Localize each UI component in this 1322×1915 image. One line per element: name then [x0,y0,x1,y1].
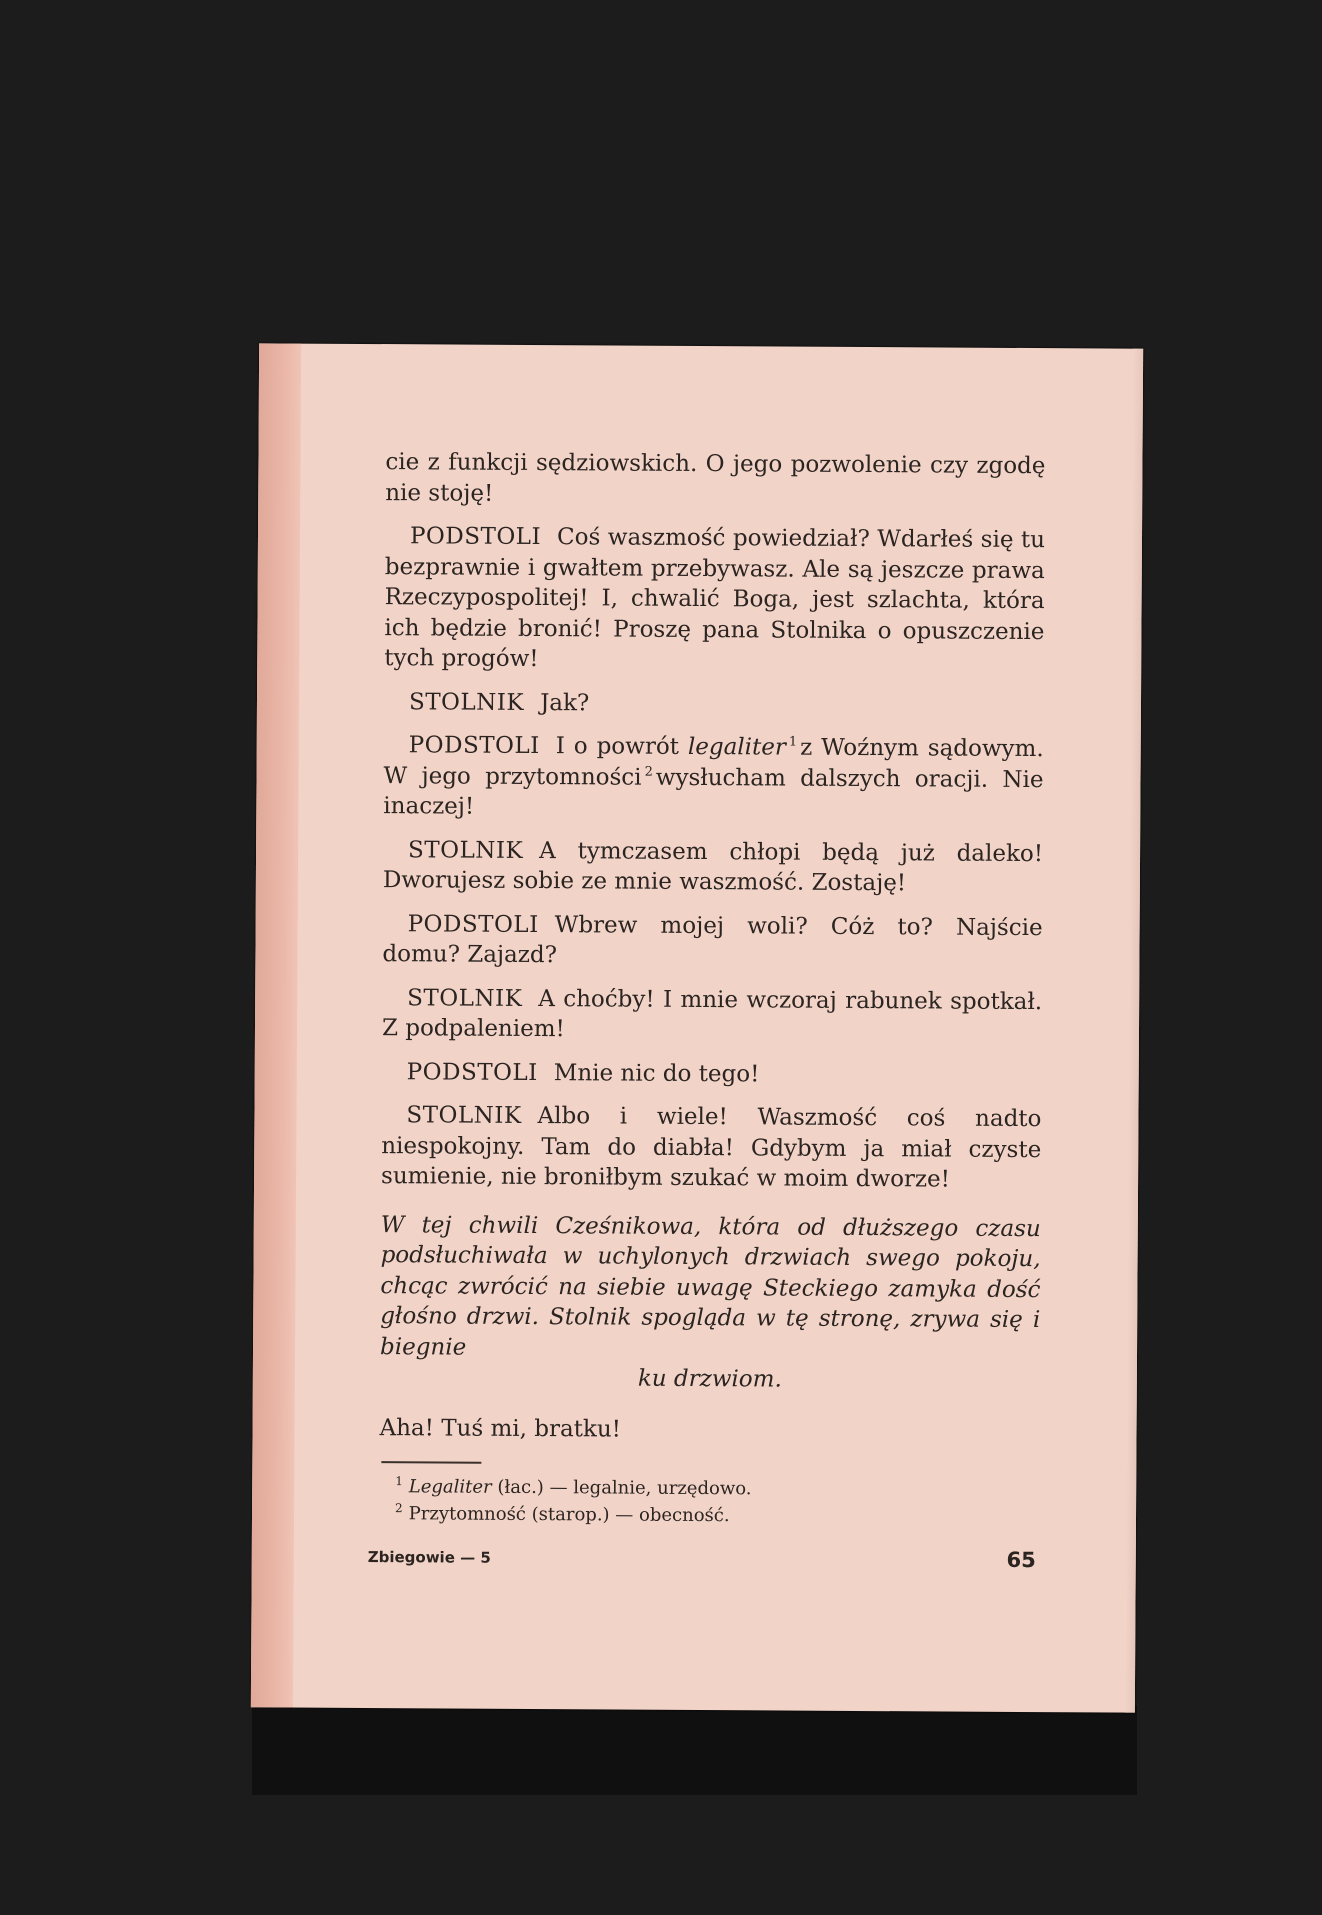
dialogue-text: I o powrót [555,733,680,760]
footnotes [395,1473,1039,1531]
dialogue-line [383,730,1044,826]
dialogue-line [384,687,1044,722]
dialogue-text: A tymczasem chłopi będą już daleko! Dworujesz sobie ze mnie waszmość. Zostaję! [382,837,1044,897]
dialogue-line [384,521,1045,678]
dialogue-text: wysłucham dalszych oracji. Nie inaczej! [383,764,1044,820]
page-shadow [252,1705,1137,1795]
dialogue-line [382,909,1042,974]
footnote-term: Legaliter [408,1476,492,1498]
dialogue-text: Coś waszmość powiedział? Wdarłeś się tu bezprawnie i gwałtem przebywasz. Ale są jeszcze prawa Rzeczypospolitej! I, chwalić Boga, jest szlachta, która ich będzie bronić! Proszę pana Stolnika o opuszczenie tych progów! [384,524,1046,673]
stage-direction-end: ku drzwiom. [637,1365,782,1393]
footnote-ref: 2 [644,764,653,780]
speaker-name: STOLNIK [408,688,525,716]
footnote-2 [395,1500,1039,1531]
footnote-mark: 1 [395,1474,403,1489]
page-body [379,447,1046,1531]
dialogue-line [381,1100,1042,1196]
stage-direction-text: W tej chwili Cześnikowa, która od dłuższego czasu podsłuchiwała w uchylonych drzwiach swego pokoju, chcąc zwrócić na siebie uwagę Steckiego zamyka dość głośno drzwi. Stolnik spogląda w tę stronę, zrywa się i biegnie [379,1211,1041,1361]
dialogue-text: Mnie nic do tego! [553,1059,760,1087]
book-page [251,343,1143,1712]
dialogue-text: Jak? [540,689,590,716]
footnote-text: (starop.) — obecność. [531,1503,730,1527]
paragraph-continuation [385,447,1045,512]
dialogue-line [382,983,1042,1048]
footnote-ref: 1 [788,734,798,750]
dialogue-text: Albo i wiele! Waszmość coś nadto niespokojny. Tam do diabła! Gdybym ja miał czyste sumienie, nie broniłbym szukać w moim dworze! [381,1103,1042,1193]
page-spine-edge [251,343,301,1707]
page-right-edge [1125,349,1143,1713]
speaker-name: PODSTOLI [406,1058,538,1086]
page-footer [367,1544,1036,1573]
dialogue-text: Aha! Tuś mi, bratku! [379,1414,622,1443]
speaker-name: STOLNIK [407,984,523,1012]
page-number: 65 [1006,1547,1036,1573]
printer-signature: Zbiegowie — 5 [367,1547,491,1567]
dialogue-text: A choćby! I mnie wczoraj rabunek spotkał. Z podpaleniem! [381,985,1043,1043]
speaker-name: PODSTOLI [407,910,539,938]
footnote-1 [395,1473,1039,1504]
speaker-name: STOLNIK [408,836,524,864]
dialogue-text: Wbrew mojej woli? Cóż to? Najście domu? Zajazd? [382,911,1043,969]
speaker-name: STOLNIK [406,1102,522,1129]
dialogue-text: z Woźnym sądowym. W jego przytomności [383,734,1044,791]
footnote-mark: 2 [395,1501,403,1516]
dialogue-line [379,1413,1039,1448]
footnote-divider [381,1461,481,1464]
speaker-name: PODSTOLI [409,523,542,551]
speaker-name: PODSTOLI [408,732,540,760]
footnote-term: Przytomność [408,1503,526,1525]
dialogue-line [382,1057,1042,1092]
stage-direction [380,1210,1041,1397]
latin-term: legaliter [687,733,786,761]
footnote-text: (łac.) — legalnie, urzędowo. [497,1476,752,1500]
paragraph-text: cie z funkcji sędziowskich. O jego pozwolenie czy zgodę nie stoję! [385,449,1046,507]
dialogue-line [383,835,1043,900]
